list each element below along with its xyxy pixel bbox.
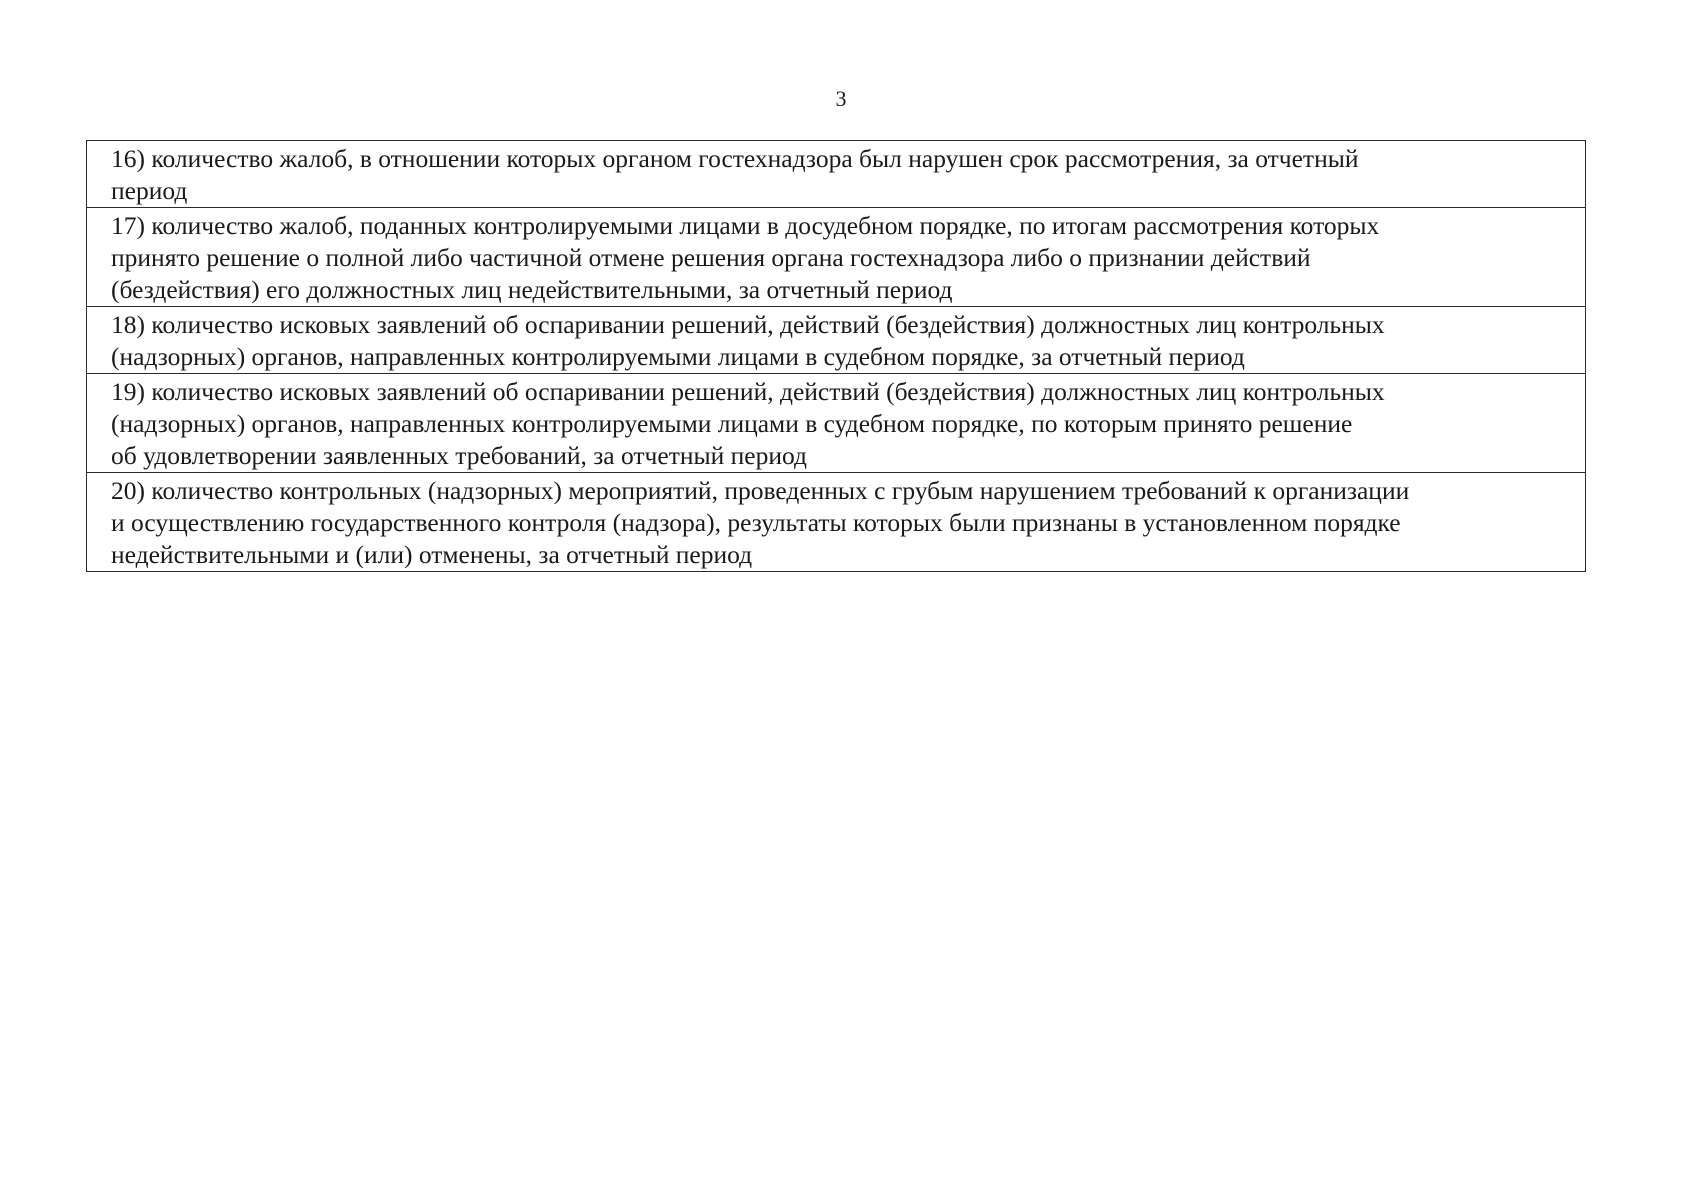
row-text-line: 16) количество жалоб, в отношении которых органом гостехнадзора был нарушен срок рассмотрения, за отчетный [111, 144, 1359, 173]
row-text-line: (надзорных) органов, направленных контролируемыми лицами в судебном порядке, по которым принято решение [111, 409, 1353, 438]
row-text-line: 20) количество контрольных (надзорных) мероприятий, проведенных с грубым нарушением требований к организации [111, 476, 1410, 505]
page-number: 3 [835, 86, 847, 111]
row-text-line: (бездействия) его должностных лиц недействительными, за отчетный период [111, 275, 953, 304]
table-row [87, 141, 1585, 207]
table-row [87, 306, 1585, 373]
row-text-line: период [111, 176, 188, 205]
table-row [87, 207, 1585, 306]
row-text-line: (надзорных) органов, направленных контролируемыми лицами в судебном порядке, за отчетный период [111, 342, 1245, 371]
row-text-line: об удовлетворении заявленных требований, за отчетный период [111, 441, 807, 470]
row-text-line: 19) количество исковых заявлений об оспаривании решений, действий (бездействия) должностных лиц контрольных [111, 377, 1385, 406]
row-text-line: недействительными и (или) отменены, за отчетный период [111, 540, 753, 569]
row-text-line: и осуществлению государственного контроля (надзора), результаты которых были признаны в установленном порядке [111, 508, 1401, 537]
indicator-table [86, 140, 1586, 572]
table-row [87, 472, 1585, 571]
row-text-line: 17) количество жалоб, поданных контролируемыми лицами в досудебном порядке, по итогам рассмотрения которых [111, 211, 1380, 240]
table-row [87, 373, 1585, 472]
row-text-line: 18) количество исковых заявлений об оспаривании решений, действий (бездействия) должностных лиц контрольных [111, 310, 1385, 339]
row-text-line: принято решение о полной либо частичной отмене решения органа гостехнадзора либо о признании действий [111, 243, 1311, 272]
